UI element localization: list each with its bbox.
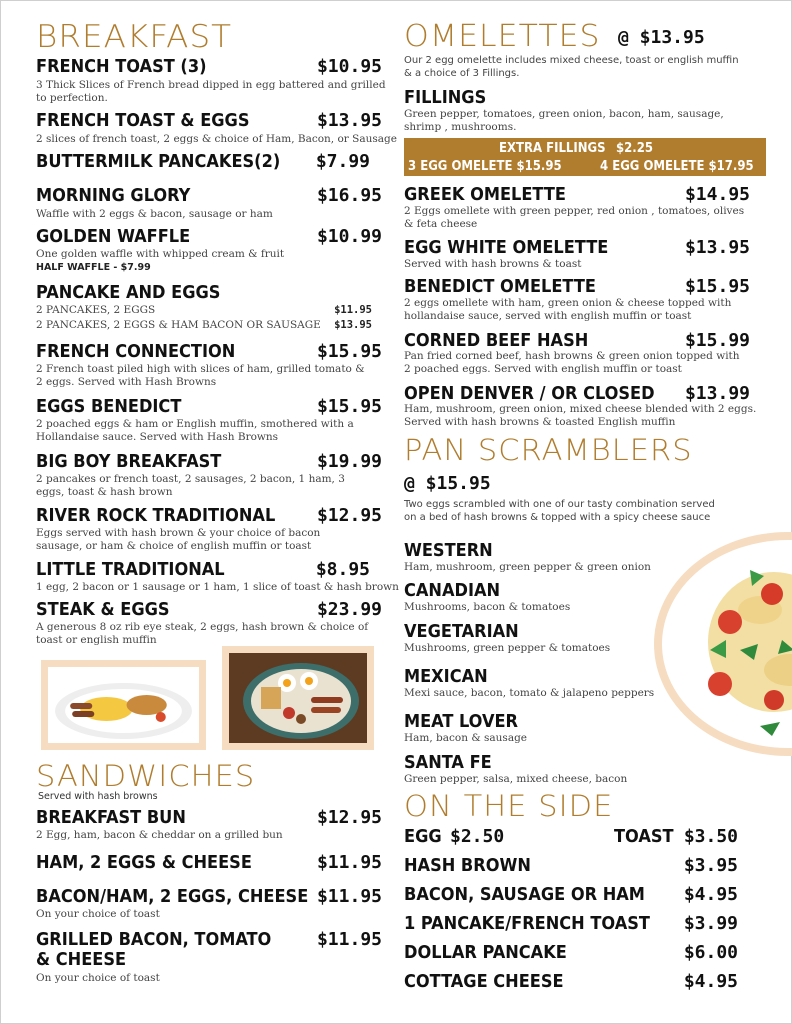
menu-item-desc: Mexi sauce, bacon, tomato & jalapeno peppers [404,687,655,699]
side-item-name: TOAST [614,826,674,847]
side-item-name: DOLLAR PANCAKE [404,942,567,963]
scramblers-heading: PAN SCRAMBLERS [404,433,693,467]
menu-item-desc: Green pepper, salsa, mixed cheese, bacon [404,773,628,785]
full-breakfast-image [229,653,367,743]
menu-item-price: $15.99 [684,330,750,351]
side-item-name: BACON, SAUSAGE OR HAM [404,884,645,905]
menu-item-price: $13.95 [684,237,750,258]
menu-item-desc: 3 Thick Slices of French bread dipped in egg battered and grilled to perfection. [36,79,386,104]
full-breakfast-photo [222,646,374,750]
menu-item-price: $12.95 [316,505,382,526]
breakfast-plate-image [48,667,199,743]
menu-item-desc: Eggs served with hash brown & your choice of bacon sausage, or ham & choice of english muffin or toast [36,527,321,552]
menu-item-name: PANCAKE AND EGGS [36,282,221,303]
menu-item-desc: One golden waffle with whipped cream & fruit [36,248,285,260]
menu-item-name: FRENCH TOAST & EGGS [36,110,250,131]
menu-item-price: $7.99 [315,151,370,172]
menu-item-price: $13.99 [684,383,750,404]
side-item-price: $6.00 [683,942,738,963]
menu-item-desc: 2 Egg, ham, bacon & cheddar on a grilled bun [36,829,283,841]
menu-item-price: $11.95 [316,886,382,907]
menu-item-desc: On your choice of toast [36,908,160,920]
side-item-price: $3.50 [683,826,738,847]
extra-fillings-label: EXTRA FILLINGS [499,141,606,156]
menu-item-price: $23.99 [316,599,382,620]
three-egg-omelete: 3 EGG OMELETE $15.95 [408,159,562,174]
scramblers-intro: Two eggs scrambled with one of our tasty combination served on a bed of hash browns & topped with a spicy cheese sauce [404,499,715,523]
menu-item-name: SANTA FE [404,752,492,773]
menu-item-name: RIVER ROCK TRADITIONAL [36,505,276,526]
sandwiches-subheading: Served with hash browns [38,791,158,802]
menu-item-desc: 2 French toast piled high with slices of ham, grilled tomato & 2 eggs. Served with Hash Browns [36,363,365,388]
menu-subitem-text: 2 PANCAKES, 2 EGGS & HAM BACON OR SAUSAGE [36,319,321,331]
menu-item-desc: Served with hash browns & toast [404,258,582,270]
menu-item-desc: 2 eggs omellete with ham, green onion & cheese topped with hollandaise sauce, served with english muffin or toast [404,297,732,322]
menu-item-price: $10.95 [316,56,382,77]
menu-item-price: $19.99 [316,451,382,472]
extra-fillings-price: $2.25 [616,141,653,156]
omelettes-heading: OMELETTES [404,19,601,54]
menu-item-name: BACON/HAM, 2 EGGS, CHEESE [36,886,309,907]
menu-item-name: MEAT LOVER [404,711,519,732]
menu-item-name: EGG WHITE OMELETTE [404,237,609,258]
menu-item-name: EGGS BENEDICT [36,396,182,417]
menu-item-price: $8.95 [315,559,370,580]
menu-item-desc: On your choice of toast [36,972,160,984]
side-item-price: $4.95 [683,971,738,992]
menu-item-desc: 2 pancakes or french toast, 2 sausages, 2 bacon, 1 ham, 3 eggs, toast & hash brown [36,473,345,498]
side-heading: ON THE SIDE [404,789,614,823]
menu-subitem-price: $11.95 [334,304,372,316]
menu-subitem-price: $13.95 [334,319,372,331]
breakfast-heading: BREAKFAST [36,19,233,55]
menu-item-name: MEXICAN [404,666,488,687]
side-item-name: COTTAGE CHEESE [404,971,564,992]
menu-item-desc: A generous 8 oz rib eye steak, 2 eggs, hash brown & choice of toast or english muffin [36,621,369,646]
menu-item-price: $14.95 [684,184,750,205]
scramblers-price: @ $15.95 [404,473,491,494]
side-item-price: $3.99 [683,913,738,934]
menu-item-name: OPEN DENVER / OR CLOSED [404,383,655,404]
menu-item-desc: Ham, mushroom, green onion, mixed cheese blended with 2 eggs. Served with hash browns & toasted English muffin [404,403,757,428]
menu-item-desc: 2 poached eggs & ham or English muffin, smothered with a Hollandaise sauce. Served with Hash Browns [36,418,354,443]
fillings-list: Green pepper, tomatoes, green onion, bacon, ham, sausage, shrimp , mushrooms. [404,108,724,133]
menu-item-price: $15.95 [684,276,750,297]
menu-item-name: HAM, 2 EGGS & CHEESE [36,852,252,873]
menu-item-name: LITTLE TRADITIONAL [36,559,225,580]
menu-item-name: STEAK & EGGS [36,599,170,620]
side-item-name: 1 PANCAKE/FRENCH TOAST [404,913,650,934]
menu-item-name: VEGETARIAN [404,621,519,642]
menu-item-desc: Waffle with 2 eggs & bacon, sausage or ham [36,208,273,220]
menu-item-price: $15.95 [316,396,382,417]
side-item-price: $2.50 [450,826,505,847]
omelettes-intro: Our 2 egg omelette includes mixed cheese, toast or english muffin & a choice of 3 Fillings. [404,55,739,79]
menu-item-desc: Ham, bacon & sausage [404,732,528,744]
menu-item-name: GOLDEN WAFFLE [36,226,191,247]
breakfast-plate-photo [41,660,206,750]
menu-item-price: $11.95 [316,929,382,950]
menu-item-name: CORNED BEEF HASH [404,330,589,351]
side-item-name: HASH BROWN [404,855,531,876]
menu-item-name: FRENCH CONNECTION [36,341,236,362]
menu-item-price: $10.99 [316,226,382,247]
extra-fillings-banner [404,138,766,176]
scrambler-plate-photo [650,530,792,758]
menu-item-name: GREEK OMELETTE [404,184,566,205]
menu-item-desc: 2 Eggs omellete with green pepper, red onion , tomatoes, olives & feta cheese [404,205,745,230]
side-item-price: $4.95 [683,884,738,905]
menu-item-desc: Pan fried corned beef, hash browns & green onion topped with 2 poached eggs. Served with english muffin or toast [404,350,740,375]
menu-item-name: WESTERN [404,540,493,561]
half-waffle-note: HALF WAFFLE - $7.99 [36,262,151,273]
fillings-title: FILLINGS [404,87,487,108]
menu-item-name: BREAKFAST BUN [36,807,186,828]
menu-item-name: BUTTERMILK PANCAKES(2) [36,151,281,172]
menu-item-name: BIG BOY BREAKFAST [36,451,222,472]
menu-item-price: $16.95 [316,185,382,206]
menu-item-name: FRENCH TOAST (3) [36,56,207,77]
menu-item-price: $13.95 [316,110,382,131]
side-item-name: EGG [404,826,442,847]
menu-item-desc: 1 egg, 2 bacon or 1 sausage or 1 ham, 1 slice of toast & hash brown [36,581,399,593]
menu-item-name: CANADIAN [404,580,501,601]
four-egg-omelete: 4 EGG OMELETE $17.95 [600,159,754,174]
sandwiches-heading: SANDWICHES [36,759,256,793]
menu-subitem-text: 2 PANCAKES, 2 EGGS [36,304,156,316]
menu-item-desc: Mushrooms, green pepper & tomatoes [404,642,611,654]
menu-item-name: MORNING GLORY [36,185,191,206]
menu-item-desc: Mushrooms, bacon & tomatoes [404,601,571,613]
menu-item-desc: 2 slices of french toast, 2 eggs & choice of Ham, Bacon, or Sausage [36,133,397,145]
menu-item-name: GRILLED BACON, TOMATO & CHEESE [36,929,272,970]
menu-item-name: BENEDICT OMELETTE [404,276,596,297]
omelettes-price: @ $13.95 [618,27,705,48]
menu-item-price: $15.95 [316,341,382,362]
menu-item-price: $12.95 [316,807,382,828]
menu-item-price: $11.95 [316,852,382,873]
menu-item-desc: Ham, mushroom, green pepper & green onion [404,561,651,573]
side-item-price: $3.95 [683,855,738,876]
